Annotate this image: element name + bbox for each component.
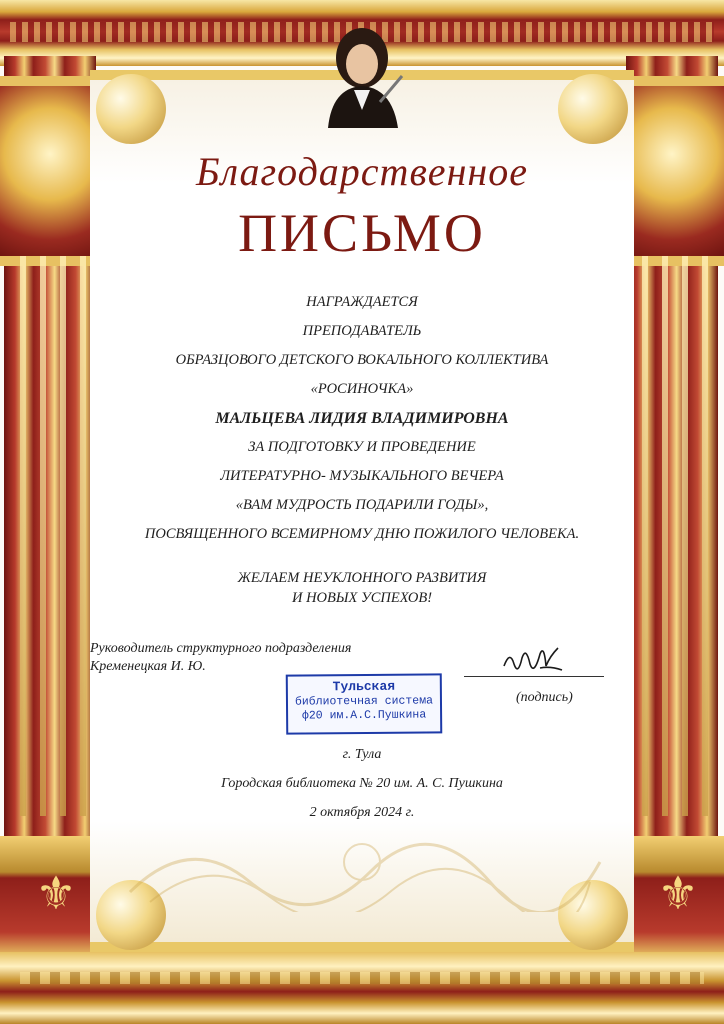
award-line: «РОСИНОЧКА» <box>310 381 414 397</box>
fleur-de-lis-icon: ⚜ <box>35 868 77 919</box>
signatory-block <box>90 640 351 676</box>
frame-left-column <box>4 56 96 956</box>
signatory-name: Кременецкая И. Ю. <box>90 659 206 674</box>
column-capital-right <box>620 76 724 266</box>
scroll-roll-top-right <box>558 74 628 144</box>
award-line: ЛИТЕРАТУРНО- МУЗЫКАЛЬНОГО ВЕЧЕРА <box>220 468 504 484</box>
stamp-line: библиотечная система <box>294 694 434 709</box>
stamp-line: ф20 им.А.С.Пушкина <box>301 708 427 723</box>
frame-bottom-band <box>0 952 724 1024</box>
column-flute <box>642 256 648 816</box>
stamp-line: Тульская <box>332 678 396 695</box>
recipient-name: МАЛЬЦЕВА ЛИДИЯ ВЛАДИМИРОВНА <box>215 410 509 427</box>
footer <box>150 740 574 827</box>
issue-date: 2 октября 2024 г. <box>309 805 415 820</box>
fleur-de-lis-icon: ⚜ <box>657 868 699 919</box>
award-line: «ВАМ МУДРОСТЬ ПОДАРИЛИ ГОДЫ», <box>235 497 489 513</box>
scroll-roll-top-left <box>96 74 166 144</box>
column-flute <box>702 256 708 816</box>
award-line: ПОСВЯЩЕННОГО ВСЕМИРНОМУ ДНЮ ПОЖИЛОГО ЧЕЛОВЕКА. <box>144 526 580 542</box>
certificate-title-line1: Благодарственное <box>195 149 529 194</box>
award-text <box>100 288 624 549</box>
column-flute <box>80 256 86 816</box>
column-flute <box>20 256 26 816</box>
award-line: НАГРАЖДАЕТСЯ <box>306 294 418 310</box>
certificate-title-line2: ПИСЬМО <box>238 203 486 263</box>
organization: Городская библиотека № 20 им. А. С. Пушкина <box>221 776 503 791</box>
award-line: ПРЕПОДАВАТЕЛЬ <box>302 323 422 339</box>
wish-line: ЖЕЛАЕМ НЕУКЛОННОГО РАЗВИТИЯ <box>237 570 487 586</box>
floral-ornament <box>110 822 614 912</box>
poet-portrait-icon <box>318 18 406 128</box>
column-flute <box>40 256 46 816</box>
award-line: ОБРАЗЦОВОГО ДЕТСКОГО ВОКАЛЬНОГО КОЛЛЕКТИВА <box>175 352 549 368</box>
wish-text <box>150 568 574 608</box>
column-flute <box>662 256 668 816</box>
library-stamp <box>286 673 443 734</box>
frame-right-column <box>626 56 718 956</box>
signatory-position: Руководитель структурного подразделения <box>90 641 352 656</box>
wish-line: И НОВЫХ УСПЕХОВ! <box>291 590 433 606</box>
column-flute <box>60 256 66 816</box>
city: г. Тула <box>342 747 382 762</box>
handwritten-signature <box>500 636 570 680</box>
column-flute <box>682 256 688 816</box>
signature-caption: (подпись) <box>516 690 573 705</box>
award-line: ЗА ПОДГОТОВКУ И ПРОВЕДЕНИЕ <box>248 439 476 455</box>
column-capital-left <box>0 76 102 266</box>
signature-line <box>464 676 604 677</box>
